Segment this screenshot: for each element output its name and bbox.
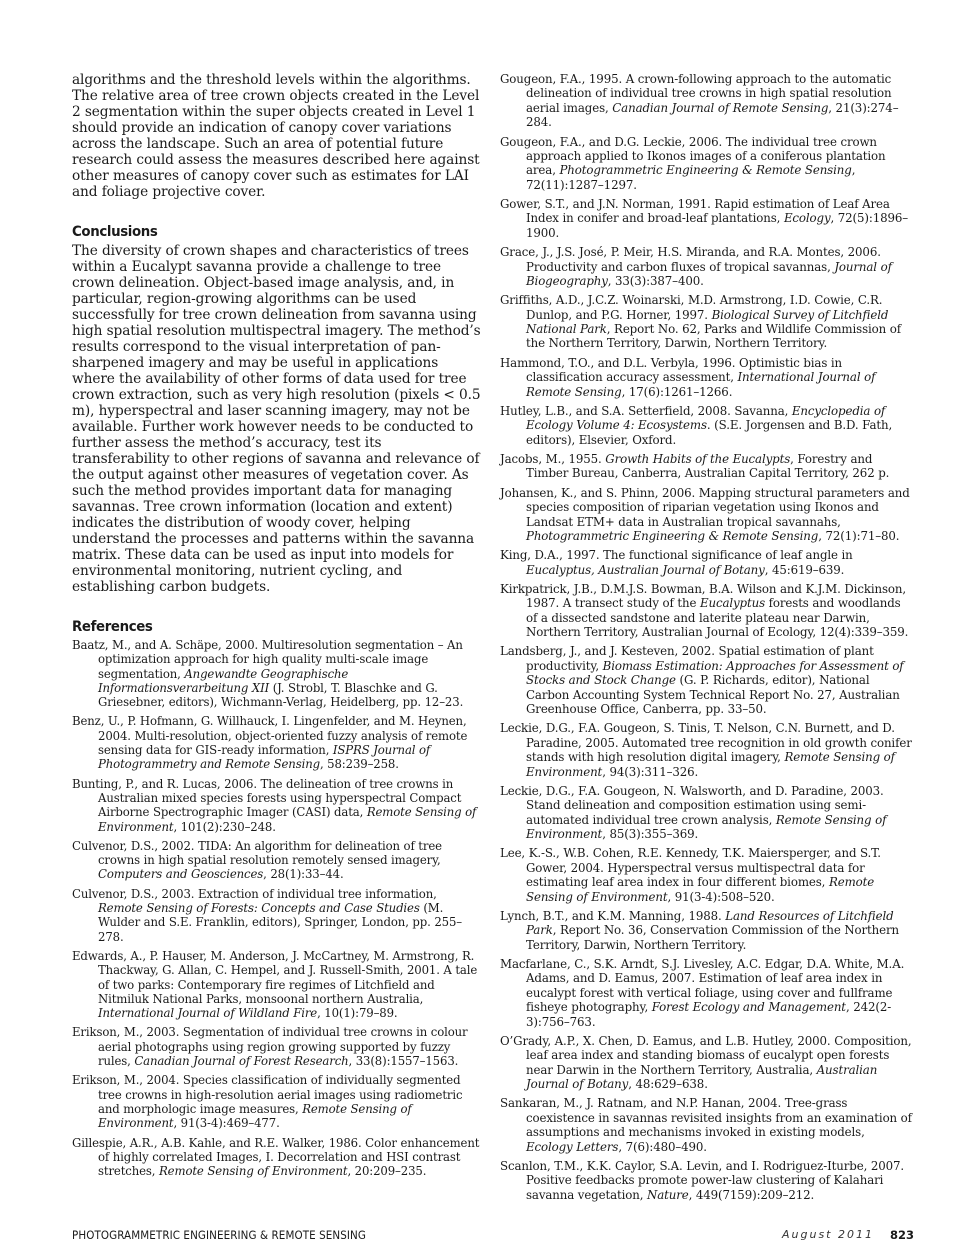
reference-title-italic: Encyclopedia of Ecology Volume 4: Ecosystems bbox=[526, 403, 886, 433]
reference-entry bbox=[500, 245, 914, 288]
reference-entry bbox=[72, 777, 482, 834]
reference-title-italic: Growth Habits of the Eucalypts bbox=[605, 451, 791, 466]
reference-text: Griffiths, A.D., J.C.Z. Woinarski, M.D. Armstrong, I.D. Cowie, C.R. Dunlop, and P.G. Horner, 1997. bbox=[500, 293, 883, 322]
reference-text: Gillespie, A.R., A.B. Kahle, and R.E. Walker, 1986. Color enhancement of highly correlated Images, I. Decorrelation and HSI contrast stretches, bbox=[72, 1135, 480, 1179]
reference-entry bbox=[72, 1136, 482, 1179]
reference-entry bbox=[72, 1073, 482, 1130]
reference-entry bbox=[500, 1034, 914, 1092]
reference-entry bbox=[500, 486, 914, 544]
references-list-left bbox=[72, 638, 482, 1178]
reference-details: , 58:239–258. bbox=[319, 757, 399, 772]
reference-title-italic: Remote Sensing of Environment bbox=[98, 805, 477, 834]
references-heading: References bbox=[72, 619, 153, 635]
reference-title-italic: Forest Ecology and Management bbox=[651, 1000, 846, 1015]
reference-entry bbox=[500, 644, 914, 716]
references-list-right bbox=[500, 72, 914, 1202]
reference-details: , 72(1):71–80. bbox=[818, 528, 900, 543]
left-column bbox=[72, 72, 482, 1183]
reference-details: , 72(5):1896–1900. bbox=[526, 211, 909, 240]
reference-entry bbox=[500, 356, 914, 399]
reference-text: Leckie, D.G., F.A. Gougeon, N. Walsworth, and D. Paradine, 2003. Stand delineation and composition estimation using semi-automated individual tree crown analysis, bbox=[500, 783, 884, 827]
reference-entry bbox=[500, 548, 914, 577]
reference-entry bbox=[500, 909, 914, 952]
reference-title-italic: Photogrammetric Engineering & Remote Sensing bbox=[559, 163, 852, 178]
reference-entry bbox=[72, 887, 482, 944]
reference-details: , 91(3-4):469–477. bbox=[173, 1116, 280, 1131]
reference-text: Grace, J., J.S. José, P. Meir, H.S. Miranda, and R.A. Montes, 2006. Productivity and carbon fluxes of tropical savannas, bbox=[500, 245, 881, 274]
reference-title-italic: Remote Sensing of Environment bbox=[526, 812, 887, 842]
reference-text: Bunting, P., and R. Lucas, 2006. The delineation of tree crowns in Australian mixed species forests using hyperspectral Compact Airborne Spectrographic Imager (CASI) data, bbox=[72, 776, 462, 820]
reference-entry bbox=[72, 638, 482, 709]
reference-details: , 33(3):387–400. bbox=[607, 273, 704, 288]
reference-text: Edwards, A., P. Hauser, M. Anderson, J. McCartney, M. Armstrong, R. Thackway, G. Allan, C. Hempel, and J. Russell-Smith, 2001. A tale of two parks: Contemporary fire regimes of Litchfield and Nitmiluk National Parks, monsoonal northern Australia, bbox=[72, 948, 478, 1006]
reference-text: Baatz, M., and A. Schäpe, 2000. Multiresolution segmentation – An optimization approach for high quality multi-scale image segmentation, bbox=[72, 638, 463, 681]
reference-text: Leckie, D.G., F.A. Gougeon, S. Tinis, T. Nelson, C.N. Burnett, and D. Paradine, 2005. Automated tree recognition in old growth conifer stands with high resolution digital imagery, bbox=[500, 721, 912, 765]
reference-entry bbox=[500, 293, 914, 351]
reference-text: Erikson, M., 2003. Segmentation of individual tree crowns in colour aerial photographs using region growing supported by fuzzy rules, bbox=[72, 1025, 468, 1069]
reference-title-italic: Eucalyptus, Australian Journal of Botany bbox=[526, 562, 765, 577]
reference-title-italic: Eucalyptus bbox=[699, 596, 766, 611]
reference-entry bbox=[500, 1096, 914, 1154]
reference-details: , Report No. 62, Parks and Wildlife Commission of the Northern Territory, Darwin, Northern Territory. bbox=[526, 322, 901, 351]
reference-text: Macfarlane, C., S.K. Arndt, S.J. Livesley, A.C. Edgar, D.A. White, M.A. Adams, and D. Eamus, 2007. Estimation of leaf area index in eucalypt forest with vertical foliage, using cover and fullframe fisheye photography, bbox=[500, 957, 905, 1015]
reference-text: Gougeon, F.A., and D.G. Leckie, 2006. The individual tree crown approach applied to Ikonos images of a coniferous plantation area, bbox=[500, 134, 886, 178]
reference-details: (J. Strobl, T. Blaschke and G. Griesebner, editors), Wichmann-Verlag, Heidelberg, pp. 12–23. bbox=[98, 680, 464, 710]
reference-details: , 10(1):79–89. bbox=[317, 1006, 398, 1021]
reference-text: Landsberg, J., and J. Kesteven, 2002. Spatial estimation of plant productivity, bbox=[500, 644, 874, 673]
reference-text: O’Grady, A.P., X. Chen, D. Eamus, and L.B. Hutley, 2000. Composition, leaf area index and standing biomass of eucalypt open forests near Darwin in the Northern Territory, Australia, bbox=[500, 1033, 912, 1077]
reference-text: Hutley, L.B., and S.A. Setterfield, 2008. Savanna, bbox=[500, 403, 792, 418]
reference-title-italic: Ecology Letters bbox=[526, 1139, 619, 1154]
reference-details: , 449(7159):209–212. bbox=[688, 1187, 815, 1202]
issue-date: August 2011 bbox=[782, 1228, 874, 1241]
reference-title-italic: Nature bbox=[647, 1187, 689, 1202]
reference-title-italic: International Journal of Wildland Fire bbox=[98, 1006, 318, 1021]
reference-text: Gower, S.T., and J.N. Norman, 1991. Rapid estimation of Leaf Area Index in conifer and broad-leaf plantations, bbox=[500, 197, 890, 226]
reference-details: , 94(3):311–326. bbox=[602, 764, 699, 779]
reference-text: King, D.A., 1997. The functional significance of leaf angle in bbox=[500, 548, 853, 563]
reference-details: , Forestry and Timber Bureau, Canberra, Australian Capital Territory, 262 p. bbox=[526, 451, 890, 481]
reference-entry bbox=[500, 72, 914, 130]
reference-details: , 101(2):230–248. bbox=[173, 819, 276, 834]
reference-details: , 85(3):355–369. bbox=[602, 827, 699, 842]
reference-details: , 45:619–639. bbox=[764, 562, 845, 577]
reference-title-italic: ISPRS Journal of Photogrammetry and Remote Sensing bbox=[98, 743, 431, 772]
reference-title-italic: Remote Sensing of Environment bbox=[526, 875, 875, 904]
reference-text: Scanlon, T.M., K.K. Caylor, S.A. Levin, and I. Rodriguez-Iturbe, 2007. Positive feedbacks promote power-law clustering of Kalahari savanna vegetation, bbox=[500, 1158, 905, 1202]
reference-text: Jacobs, M., 1955. bbox=[500, 451, 606, 466]
reference-title-italic: Australian Journal of Botany bbox=[526, 1062, 878, 1092]
reference-details: , 33(8):1557–1563. bbox=[348, 1054, 459, 1069]
reference-details: forests and woodlands of a dissected sandstone and laterite plateau near Darwin, Northern Territory, Australian Journal of Ecology, 12(4):339–359. bbox=[526, 596, 909, 640]
reference-text: Kirkpatrick, J.B., D.M.J.S. Bowman, B.A. Wilson and K.J.M. Dickinson, 1987. A transect study of the bbox=[500, 581, 906, 611]
reference-details: , 21(3):274–284. bbox=[526, 100, 899, 130]
reference-entry bbox=[500, 582, 914, 640]
reference-details: , 17(6):1261–1266. bbox=[621, 384, 733, 399]
page-number: 823 bbox=[889, 1228, 914, 1242]
reference-title-italic: Biomass Estimation: Approaches for Assessment of Stocks and Stock Change bbox=[526, 658, 904, 688]
journal-name: PHOTOGRAMMETRIC ENGINEERING & REMOTE SENSING bbox=[72, 1228, 366, 1242]
reference-text: Johansen, K., and S. Phinn, 2006. Mapping structural parameters and species composition of riparian vegetation using Ikonos and Landsat ETM+ data in Australian tropical savannahs, bbox=[500, 485, 910, 529]
reference-entry bbox=[72, 714, 482, 771]
conclusions-heading: Conclusions bbox=[72, 224, 158, 240]
reference-details: . (S.E. Jorgensen and B.D. Fath, editors), Elsevier, Oxford. bbox=[526, 418, 893, 447]
reference-text: Benz, U., P. Hofmann, G. Willhauck, I. Lingenfelder, and M. Heynen, 2004. Multi-resolution, object-oriented fuzzy analysis of remote sensing data for GIS-ready information, bbox=[72, 714, 468, 758]
reference-text: Culvenor, D.S., 2003. Extraction of individual tree information, bbox=[72, 886, 437, 901]
reference-text: Erikson, M., 2004. Species classification of individually segmented tree crowns in high-resolution aerial images using radiometric and morphologic image measures, bbox=[72, 1073, 463, 1116]
reference-title-italic: Computers and Geosciences bbox=[98, 867, 264, 882]
reference-title-italic: Photogrammetric Engineering & Remote Sensing bbox=[526, 528, 819, 543]
reference-details: , 7(6):480–490. bbox=[618, 1139, 707, 1154]
reference-title-italic: Remote Sensing of Environment bbox=[98, 1101, 412, 1131]
reference-details: , 28(1):33–44. bbox=[263, 867, 344, 882]
reference-title-italic: International Journal of Remote Sensing bbox=[526, 370, 876, 399]
reference-title-italic: Journal of Biogeography bbox=[526, 259, 892, 288]
conclusions-paragraph: The diversity of crown shapes and characteristics of trees within a Eucalypt savanna provide a challenge to tree crown delineation. Object-based image analysis, and, in particular, region-growing algorithms can be used successfully for tree crown delineation from savanna using high spatial resolution multispectral imagery. The method’s results correspond to the visual interpretation of pan-sharpened imagery and may be useful in applications where the availability of other forms of data used for tree crown extraction, such as very high resolution (pixels < 0.5 m), hyperspectral and laser scanning imagery, may not be available. Further work however needs to be conducted to further assess the method’s accuracy, test its transferability to other regions of savanna and relevance of the output against other measures of vegetation cover. As such the method provides important data for managing savannas. Tree crown information (location and extent) indicates the distribution of woody cover, helping understand the processes and patterns within the savanna matrix. These data can be used as input into models for environmental monitoring, nutrient cycling, and establishing carbon budgets. bbox=[72, 243, 481, 595]
reference-text: Lynch, B.T., and K.M. Manning, 1988. bbox=[500, 908, 726, 923]
reference-title-italic: Remote Sensing of Environment bbox=[526, 750, 895, 779]
reference-details: (M. Wulder and S.E. Franklin, editors), Springer, London, pp. 255–278. bbox=[98, 901, 462, 944]
reference-entry bbox=[500, 1159, 914, 1202]
reference-entry bbox=[500, 721, 914, 779]
reference-text: Lee, K.-S., W.B. Cohen, R.E. Kennedy, T.K. Maiersperger, and S.T. Gower, 2004. Hyperspectral versus multispectral data for estimating leaf area index in four different biomes, bbox=[500, 846, 881, 890]
reference-text: Gougeon, F.A., 1995. A crown-following approach to the automatic delineation of individual tree crowns in high spatial resolution aerial images, bbox=[500, 72, 892, 115]
page-footer bbox=[72, 1228, 914, 1246]
reference-title-italic: Biological Survey of Litchfield National Park bbox=[526, 307, 889, 337]
intro-paragraph: algorithms and the threshold levels within the algorithms. The relative area of tree crown objects created in the Level 2 segmentation within the super objects created in Level 1 should provide an indication of canopy cover variations across the landscape. Such an area of potential future research could assess the measures described here against other measures of canopy cover such as estimates for LAI and foliage projective cover. bbox=[72, 72, 480, 200]
reference-details: (G. P. Richards, editor), National Carbon Accounting System Technical Report No. 27, Australian Greenhouse Office, Canberra, pp. 33–50. bbox=[526, 673, 900, 717]
reference-title-italic: Ecology bbox=[783, 211, 831, 226]
reference-entry bbox=[500, 135, 914, 193]
reference-entry bbox=[72, 1025, 482, 1068]
reference-details: , 48:629–638. bbox=[628, 1077, 708, 1092]
reference-title-italic: Land Resources of Litchfield Park bbox=[526, 908, 894, 938]
reference-entry bbox=[500, 197, 914, 240]
reference-title-italic: Remote Sensing of Environment bbox=[159, 1164, 348, 1179]
reference-title-italic: Angewandte Geographische Informationsverarbeitung XII bbox=[98, 666, 349, 695]
reference-title-italic: Canadian Journal of Remote Sensing bbox=[612, 100, 829, 115]
reference-details: , 91(3-4):508–520. bbox=[667, 889, 775, 904]
reference-details: , 72(11):1287–1297. bbox=[526, 163, 856, 192]
reference-entry bbox=[500, 404, 914, 447]
reference-details: , 242(2-3):756–763. bbox=[526, 1000, 892, 1029]
right-column bbox=[500, 72, 914, 1207]
reference-entry bbox=[72, 949, 482, 1020]
reference-entry bbox=[500, 846, 914, 904]
reference-text: Culvenor, D.S., 2002. TIDA: An algorithm for delineation of tree crowns in high spatial resolution remotely sensed imagery, bbox=[72, 838, 442, 868]
reference-details: , Report No. 36, Conservation Commission of the Northern Territory, Darwin, Northern Territory. bbox=[526, 923, 899, 952]
reference-text: Hammond, T.O., and D.L. Verbyla, 1996. Optimistic bias in classification accuracy assessment, bbox=[500, 355, 843, 385]
reference-entry bbox=[500, 957, 914, 1029]
reference-entry bbox=[500, 452, 914, 481]
reference-title-italic: Canadian Journal of Forest Research bbox=[134, 1054, 349, 1069]
reference-entry bbox=[72, 839, 482, 882]
reference-entry bbox=[500, 784, 914, 842]
reference-details: , 20:209–235. bbox=[347, 1164, 427, 1179]
reference-title-italic: Remote Sensing of Forests: Concepts and Case Studies bbox=[98, 901, 420, 916]
reference-text: Sankaran, M., J. Ratnam, and N.P. Hanan, 2004. Tree-grass coexistence in savannas revisited insights from an examination of assumptions and mechanisms invoked in existing models, bbox=[500, 1096, 912, 1140]
